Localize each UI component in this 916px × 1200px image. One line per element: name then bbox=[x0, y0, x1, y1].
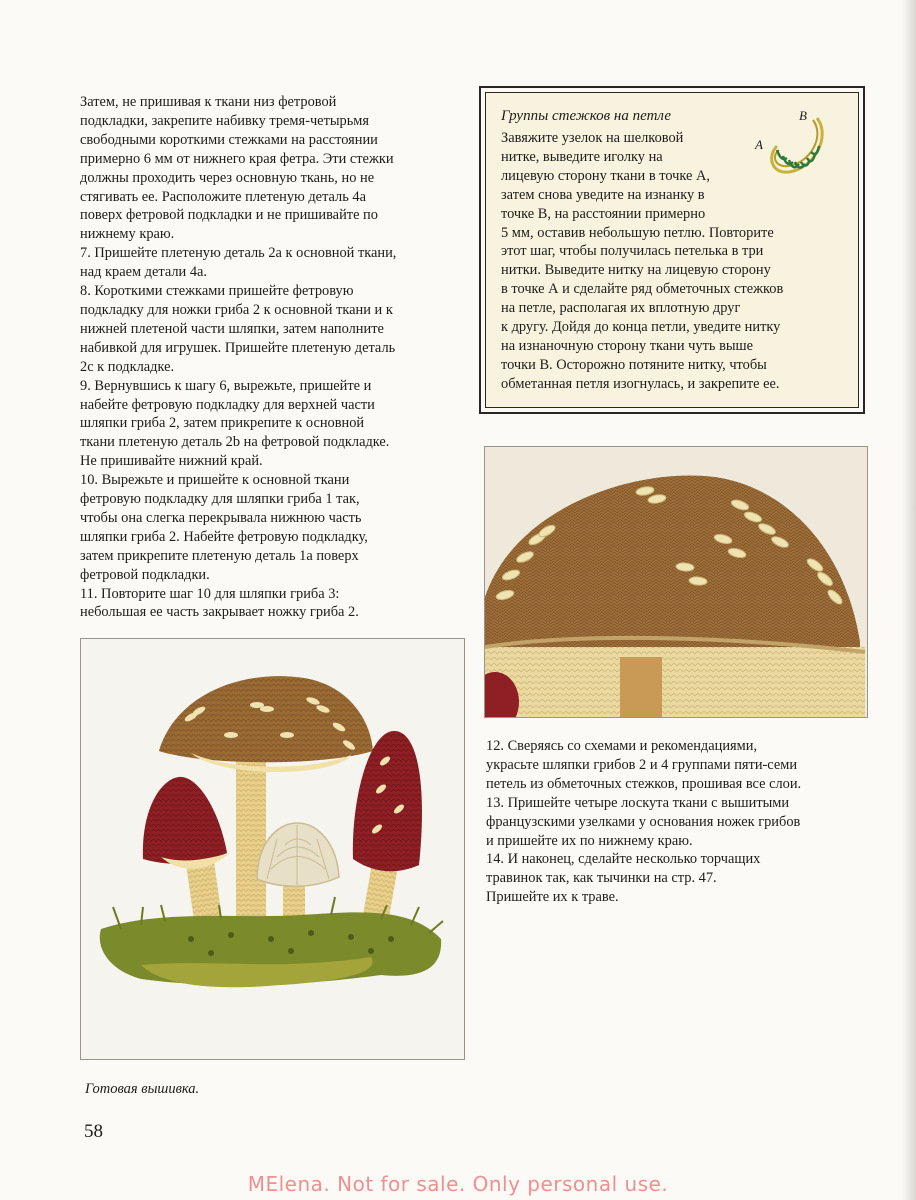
left-text-line: шляпки гриба 2, затем прикрепите к основной bbox=[80, 415, 365, 432]
box-title: Группы стежков на петле bbox=[501, 108, 671, 124]
small-lace-cap bbox=[257, 823, 339, 886]
box-text-line: этот шаг, чтобы получилась петелька в три bbox=[501, 243, 764, 260]
left-text-line: 7. Пришейте плетеную деталь 2а к основной ткани, bbox=[80, 245, 397, 262]
right-text-line: французскими узелками у основания ножек грибов bbox=[486, 813, 801, 830]
right-text-line: петель из обметочных стежков, прошивая все слои. bbox=[486, 775, 802, 792]
box-text-line: на петле, располагая их вплотную друг bbox=[501, 300, 741, 317]
box-text-line: на изнаночную сторону ткани чуть выше bbox=[501, 337, 753, 354]
left-text-line: над краем детали 4а. bbox=[80, 264, 208, 281]
left-text-line: Затем, не пришивая к ткани низ фетровой bbox=[80, 94, 337, 110]
box-text-line: лицевую сторону ткани в точке А, bbox=[501, 167, 710, 184]
left-text-line: стягивать ее. Расположите плетеную деталь 4а bbox=[80, 188, 366, 205]
left-text-line: должны проходить через основную ткань, но не bbox=[80, 169, 375, 186]
left-text-line: поверх фетровой подкладки и не пришивайте по bbox=[80, 207, 378, 224]
big-mushroom-stem bbox=[236, 754, 266, 934]
gill-underside bbox=[485, 647, 865, 718]
left-text-line: подкладку для ножки гриба 2 к основной ткани и к bbox=[80, 301, 393, 318]
stitch-instructions-box bbox=[479, 86, 865, 414]
right-text-line: 13. Пришейте четыре лоскута ткани с вышитыми bbox=[486, 794, 790, 811]
photo-caption: Готовая вышивка. bbox=[85, 1081, 200, 1097]
left-text-line: 9. Вернувшись к шагу 6, вырежьте, пришейте и bbox=[80, 377, 372, 394]
box-text-line: к другу. Дойдя до конца петли, уведите нитку bbox=[501, 319, 781, 336]
box-text-line: нитке, выведите иголку на bbox=[501, 148, 663, 165]
box-text-line: точке В, на расстоянии примерно bbox=[501, 205, 706, 222]
page-edge-shadow bbox=[902, 0, 916, 1200]
left-text-line: нижней плетеной части шляпки, затем наполните bbox=[80, 320, 384, 337]
closeup-illustration bbox=[485, 447, 868, 718]
box-text-line: затем снова уведите на изнанку в bbox=[501, 186, 705, 203]
left-text-column bbox=[80, 93, 465, 622]
left-text-line: небольшая ее часть закрывает ножку гриба 2. bbox=[80, 604, 359, 621]
left-text-line: чтобы она слегка перекрывала нижнюю часть bbox=[80, 509, 362, 526]
left-text-line: 8. Короткими стежками пришейте фетровую bbox=[80, 283, 354, 300]
box-text-line: 5 мм, оставив небольшую петлю. Повторите bbox=[501, 224, 774, 241]
right-text-line: и пришейте их по нижнему краю. bbox=[486, 832, 693, 849]
left-text-line: нижнему краю. bbox=[80, 226, 175, 243]
left-text-line: примерно 6 мм от нижнего края фетра. Эти стежки bbox=[80, 150, 394, 167]
left-text-line: свободными короткими стежками на расстоянии bbox=[80, 131, 378, 148]
mushrooms-illustration bbox=[81, 639, 465, 1060]
box-text-line: в точке А и сделайте ряд обметочных стежков bbox=[501, 281, 784, 298]
right-text-line: 12. Сверяясь со схемами и рекомендациями, bbox=[486, 738, 758, 754]
box-text-line: точки В. Осторожно потяните нитку, чтобы bbox=[501, 356, 767, 373]
box-text-line: Завяжите узелок на шелковой bbox=[501, 130, 684, 146]
left-text-line: набивкой для игрушек. Пришейте плетеную деталь bbox=[80, 339, 396, 356]
left-text-line: Не пришивайте нижний край. bbox=[80, 453, 263, 470]
right-text-line: травинок так, как тычинки на стр. 47. bbox=[486, 870, 717, 887]
page-number: 58 bbox=[84, 1121, 103, 1142]
stem-closeup bbox=[620, 657, 662, 718]
left-red-cap bbox=[143, 777, 227, 864]
right-text-column bbox=[486, 737, 858, 907]
loop-stitch-diagram bbox=[751, 106, 833, 184]
right-text-line: 14. И наконец, сделайте несколько торчащих bbox=[486, 851, 761, 868]
left-text-line: набейте фетровую подкладку для верхней части bbox=[80, 396, 375, 413]
left-text-line: 11. Повторите шаг 10 для шляпки гриба 3: bbox=[80, 585, 340, 602]
left-text-line: 2с к подкладке. bbox=[80, 358, 175, 375]
left-text-line: затем прикрепите плетеную деталь 1а поверх bbox=[80, 547, 359, 564]
left-text-line: ткани плетеную деталь 2b на фетровой подкладке. bbox=[80, 434, 390, 451]
left-text-line: 10. Вырежьте и пришейте к основной ткани bbox=[80, 472, 350, 489]
left-text-line: фетровой подкладки. bbox=[80, 566, 210, 583]
mushroom-cap-closeup-photo bbox=[484, 446, 868, 718]
right-text-line: Пришейте их к траве. bbox=[486, 889, 619, 906]
box-text-line: обметанная петля изогнулась, и закрепите ее. bbox=[501, 375, 780, 392]
watermark-text: MElena. Not for sale. Only personal use. bbox=[247, 1172, 669, 1196]
left-text-line: фетровую подкладку для шляпки гриба 1 так, bbox=[80, 491, 360, 508]
diagram-label-a: A bbox=[755, 137, 763, 152]
right-text-line: украсьте шляпки грибов 2 и 4 группами пяти-семи bbox=[486, 756, 798, 773]
diagram-label-b: B bbox=[799, 108, 807, 123]
left-text-line: подкладки, закрепите набивку тремя-четырьмя bbox=[80, 112, 370, 129]
left-text-line: шляпки гриба 2. Набейте фетровую подкладку, bbox=[80, 528, 368, 545]
box-text-line: нитки. Выведите нитку на лицевую сторону bbox=[501, 262, 771, 279]
finished-embroidery-photo bbox=[80, 638, 465, 1060]
